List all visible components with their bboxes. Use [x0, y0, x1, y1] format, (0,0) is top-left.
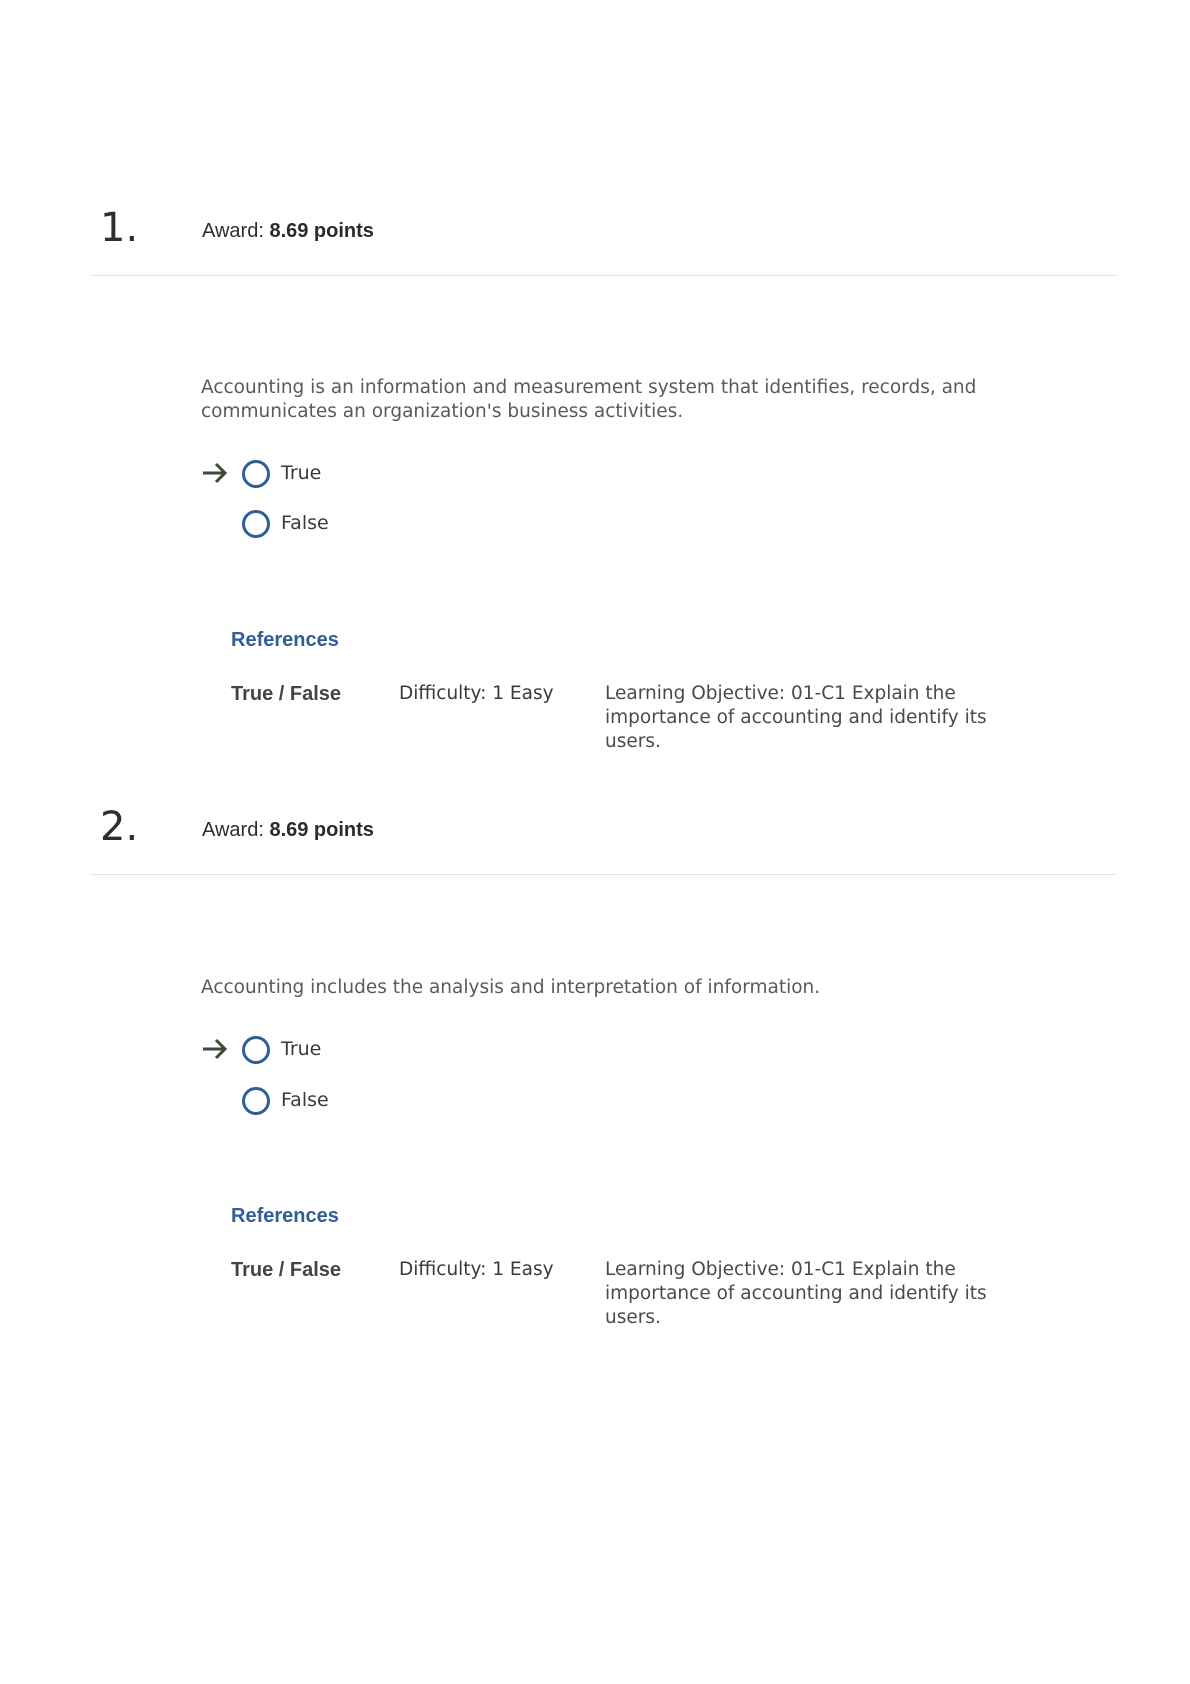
reference-learning-objective: Learning Objective: 01-C1 Explain the importance of accounting and identify its users. [605, 1259, 987, 1328]
radio-button[interactable] [242, 510, 270, 538]
question-text: Accounting is an information and measurement system that identifies, records, and communicates an organization's business activities. [201, 377, 977, 422]
question-number: 1. [100, 205, 139, 251]
award-points: 8.69 points [269, 819, 374, 841]
reference-type: True / False [231, 683, 342, 705]
radio-button[interactable] [242, 460, 270, 488]
award [202, 219, 374, 243]
question-number: 2. [100, 804, 139, 850]
question-text: Accounting includes the analysis and interpretation of information. [201, 977, 821, 998]
reference-difficulty: Difficulty: 1 Easy [399, 683, 554, 704]
option-false[interactable] [201, 1085, 501, 1115]
award [202, 818, 374, 842]
option-label: False [281, 1089, 329, 1111]
option-false[interactable] [201, 508, 501, 538]
arrow-right-icon [201, 1037, 229, 1061]
award-label: Award: [202, 220, 270, 242]
question-header [90, 205, 1116, 276]
question-header [90, 804, 1116, 875]
references-title[interactable]: References [231, 629, 339, 651]
award-label: Award: [202, 819, 270, 841]
option-true[interactable] [201, 458, 501, 488]
option-label: True [281, 1038, 322, 1060]
award-points: 8.69 points [269, 220, 374, 242]
reference-type: True / False [231, 1259, 342, 1281]
option-true[interactable] [201, 1034, 501, 1064]
radio-button[interactable] [242, 1036, 270, 1064]
arrow-right-icon [201, 461, 229, 485]
option-label: False [281, 512, 329, 534]
option-label: True [281, 462, 322, 484]
radio-button[interactable] [242, 1087, 270, 1115]
references-title[interactable]: References [231, 1205, 339, 1227]
reference-learning-objective: Learning Objective: 01-C1 Explain the importance of accounting and identify its users. [605, 683, 987, 752]
reference-difficulty: Difficulty: 1 Easy [399, 1259, 554, 1280]
